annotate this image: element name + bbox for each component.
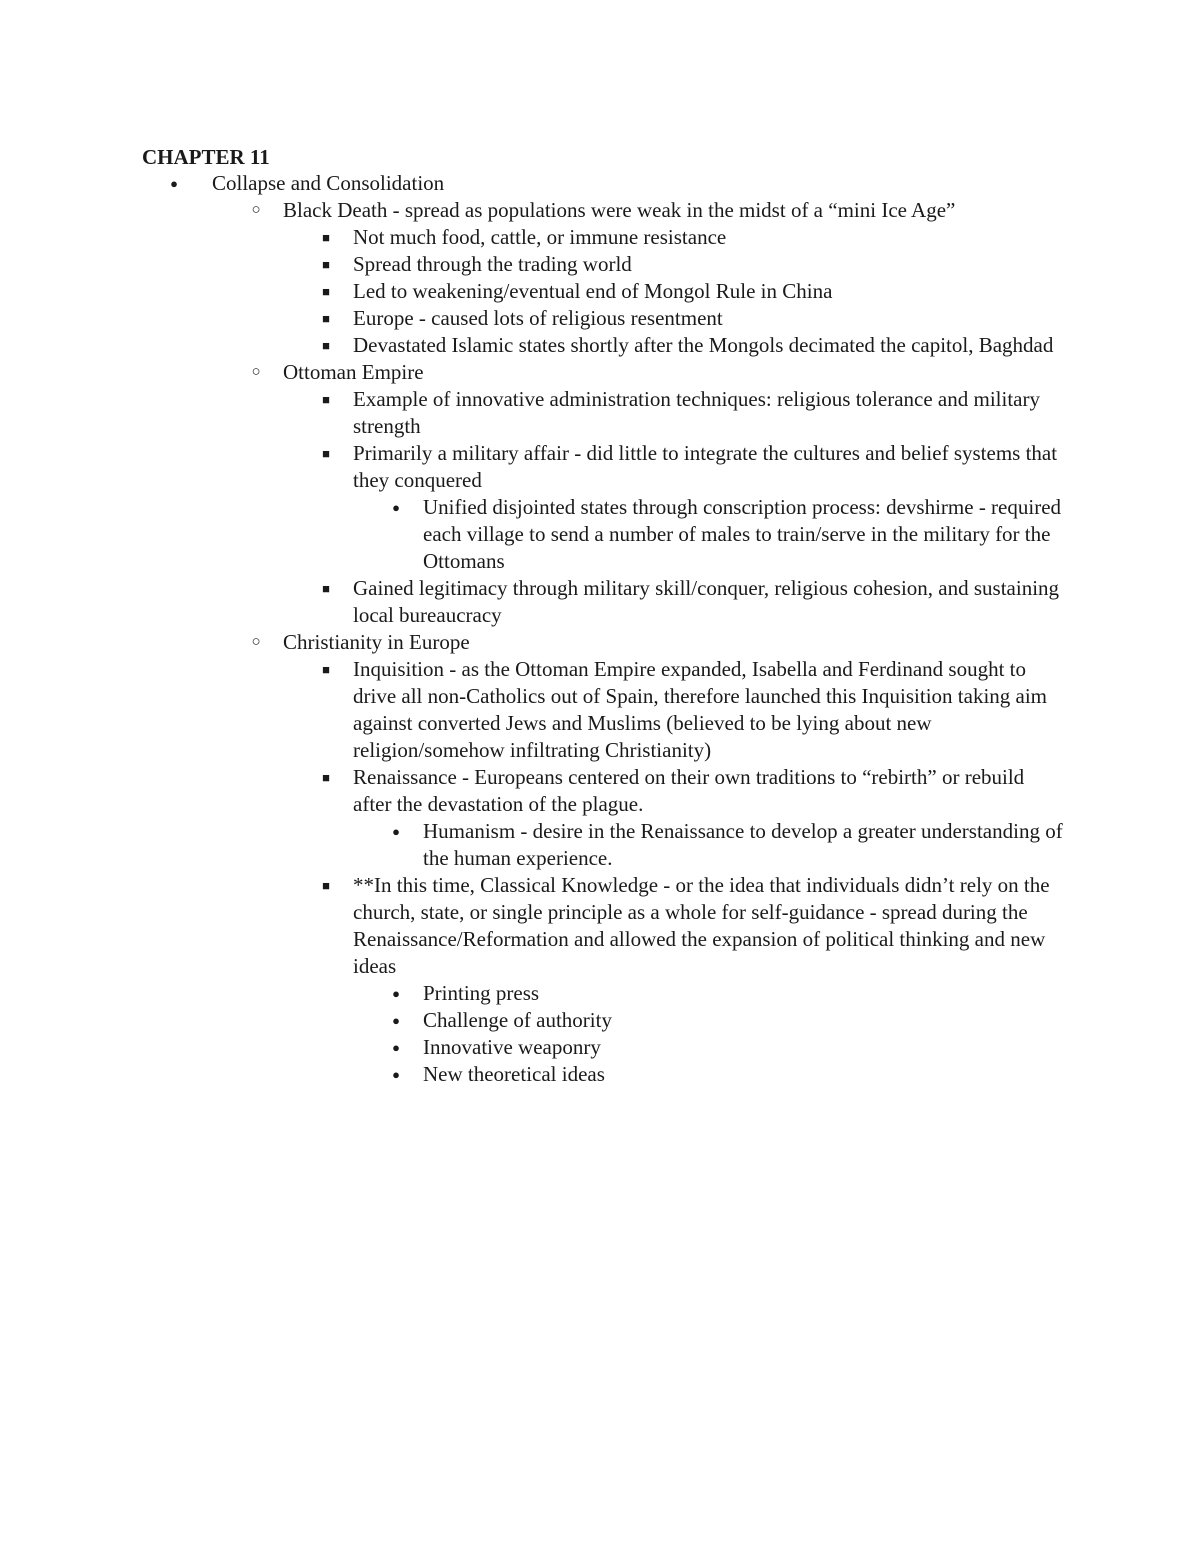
square-bullet-icon: ■ [322, 392, 330, 407]
square-bullet-icon: ■ [322, 257, 330, 272]
outline-item-text: Primarily a military affair - did little to integrate the cultures and belief systems that they conquered [353, 441, 1058, 492]
outline-item-text: Collapse and Consolidation [212, 171, 445, 195]
outline-item-level-3 [0, 386, 1063, 440]
notes-outline [0, 170, 1200, 1088]
outline-item-text: Christianity in Europe [283, 630, 470, 654]
square-bullet-icon: ■ [322, 662, 330, 677]
square-bullet-icon: ■ [322, 878, 330, 893]
outline-item-level-1 [0, 170, 1052, 197]
outline-item-text: Example of innovative administration techniques: religious tolerance and military strength [353, 387, 1040, 438]
square-bullet-icon: ■ [322, 446, 330, 461]
outline-item-text: Renaissance - Europeans centered on their own traditions to “rebirth” or rebuild after the devastation of the plague. [353, 765, 1025, 816]
outline-item-text: Unified disjointed states through conscription process: devshirme - required each village to send a number of males to train/serve in the military for the Ottomans [423, 495, 1062, 573]
square-bullet-icon: ■ [322, 311, 330, 326]
outline-item-text: Printing press [423, 981, 540, 1005]
outline-item-level-2 [0, 197, 1063, 224]
outline-item-text: **In this time, Classical Knowledge - or the idea that individuals didn’t rely on the church, state, or single principle as a whole for self-guidance - spread during the Renaissance/Reformation and allowed the expansion of political thinking and new ideas [353, 873, 1050, 978]
outline-item-level-3 [0, 440, 1063, 494]
outline-item-text: Europe - caused lots of religious resentment [353, 306, 723, 330]
outline-item-level-4 [0, 494, 1063, 575]
outline-item-level-4 [0, 980, 1063, 1007]
outline-item-text: Gained legitimacy through military skill/conquer, religious cohesion, and sustaining local bureaucracy [353, 576, 1060, 627]
outline-item-level-4 [0, 1034, 1063, 1061]
outline-item-level-4 [0, 1061, 1063, 1088]
outline-item-text: Not much food, cattle, or immune resistance [353, 225, 727, 249]
outline-item-text: Spread through the trading world [353, 252, 632, 276]
outline-item-level-2 [0, 629, 1063, 656]
outline-item-level-3 [0, 305, 1063, 332]
square-bullet-icon: ■ [322, 284, 330, 299]
filled-bullet-icon: ● [392, 986, 400, 1001]
filled-bullet-icon: ● [392, 500, 400, 515]
filled-bullet-icon: ● [170, 176, 178, 191]
outline-item-text: Challenge of authority [423, 1008, 612, 1032]
square-bullet-icon: ■ [322, 338, 330, 353]
outline-item-text: New theoretical ideas [423, 1062, 605, 1086]
hollow-bullet-icon: ○ [251, 202, 261, 218]
outline-item-level-2 [0, 359, 1063, 386]
outline-item-level-4 [0, 818, 1063, 872]
filled-bullet-icon: ● [392, 1040, 400, 1055]
outline-item-text: Led to weakening/eventual end of Mongol Rule in China [353, 279, 833, 303]
outline-item-text: Inquisition - as the Ottoman Empire expanded, Isabella and Ferdinand sought to drive all non-Catholics out of Spain, therefore launched this Inquisition taking aim against converted Jews and Muslims (believed to be lying about new religion/somehow infiltrating Christianity) [353, 657, 1048, 762]
filled-bullet-icon: ● [392, 1013, 400, 1028]
outline-item-level-3 [0, 224, 1063, 251]
square-bullet-icon: ■ [322, 230, 330, 245]
outline-item-text: Ottoman Empire [283, 360, 424, 384]
outline-item-text: Humanism - desire in the Renaissance to develop a greater understanding of the human experience. [423, 819, 1063, 870]
filled-bullet-icon: ● [392, 1067, 400, 1082]
outline-item-level-4 [0, 1007, 1063, 1034]
hollow-bullet-icon: ○ [251, 364, 261, 380]
outline-item-text: Devastated Islamic states shortly after the Mongols decimated the capitol, Baghdad [353, 333, 1054, 357]
outline-item-level-3 [0, 251, 1063, 278]
square-bullet-icon: ■ [322, 770, 330, 785]
outline-item-level-3 [0, 575, 1063, 629]
hollow-bullet-icon: ○ [251, 634, 261, 650]
square-bullet-icon: ■ [322, 581, 330, 596]
outline-item-level-3 [0, 872, 1063, 980]
page-title: CHAPTER 11 [142, 145, 270, 169]
outline-item-level-3 [0, 764, 1063, 818]
outline-item-level-3 [0, 656, 1063, 764]
outline-item-text: Black Death - spread as populations were weak in the midst of a “mini Ice Age” [283, 198, 956, 222]
outline-item-level-3 [0, 278, 1063, 305]
filled-bullet-icon: ● [392, 824, 400, 839]
outline-item-text: Innovative weaponry [423, 1035, 601, 1059]
outline-item-level-3 [0, 332, 1063, 359]
